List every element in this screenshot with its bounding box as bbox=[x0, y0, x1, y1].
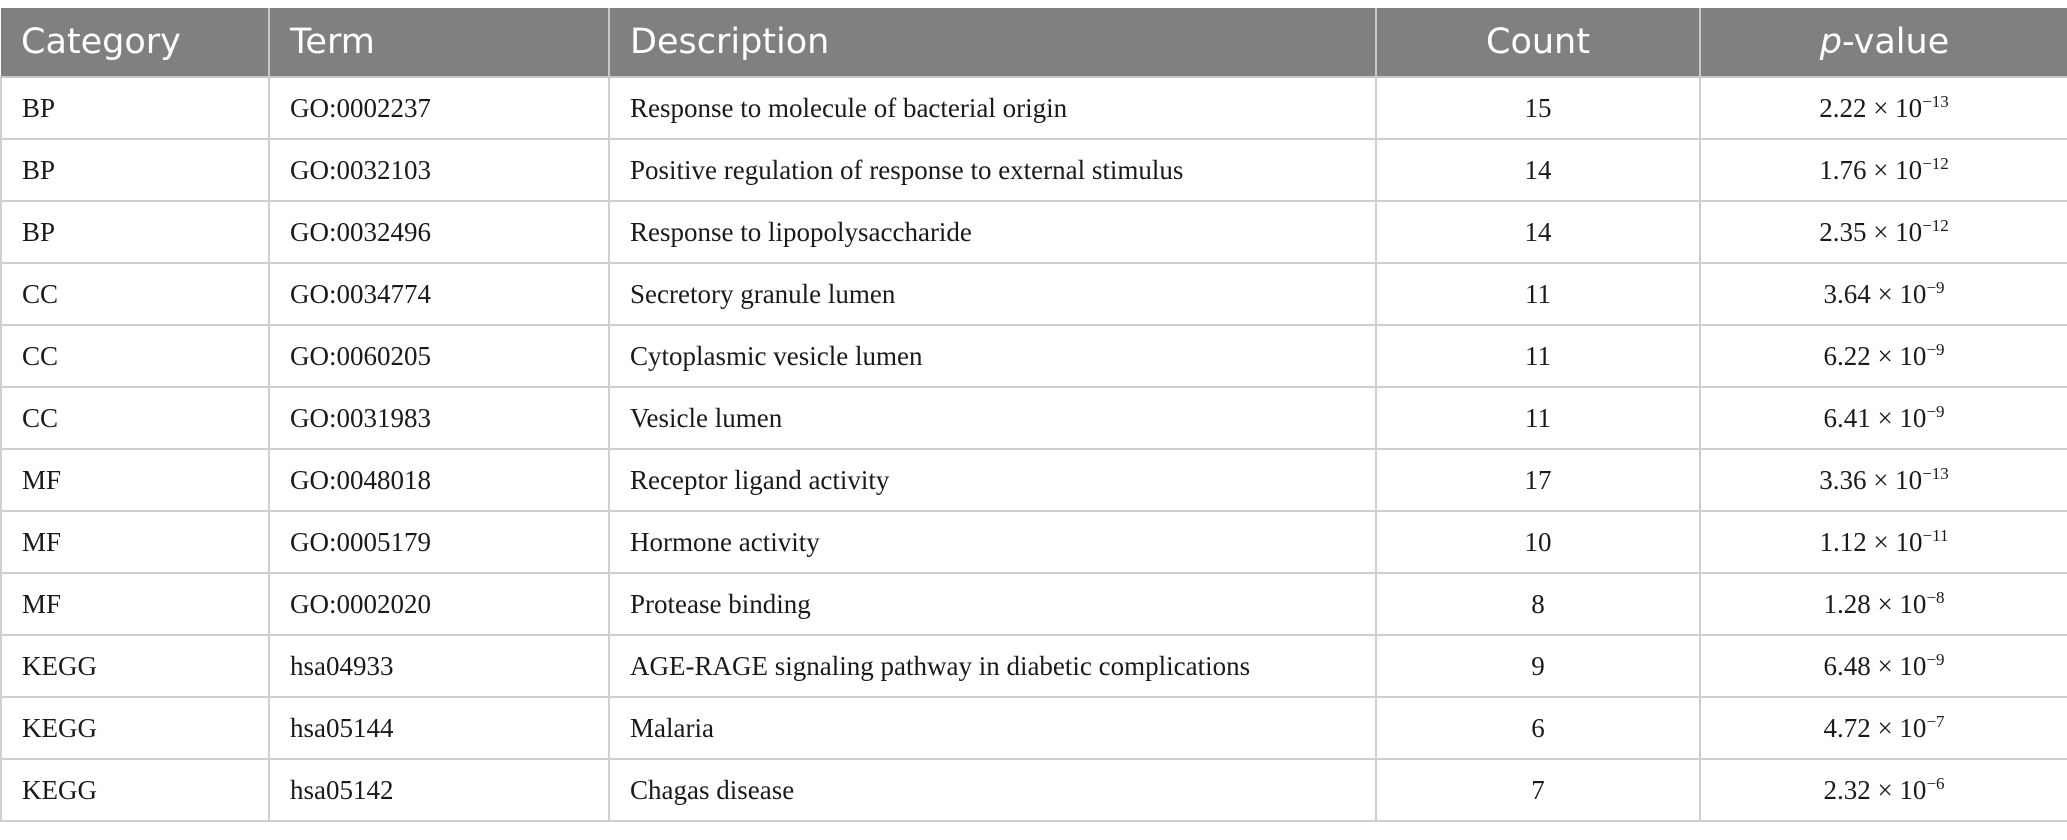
pvalue-mantissa: 3.64 × 10 bbox=[1823, 278, 1927, 309]
pvalue-mantissa: 2.35 × 10 bbox=[1819, 216, 1923, 247]
cell-description: Protease binding bbox=[609, 573, 1376, 635]
table-row bbox=[1, 139, 2067, 201]
cell-count: 11 bbox=[1376, 387, 1700, 449]
cell-category: MF bbox=[1, 511, 269, 573]
cell-category: MF bbox=[1, 449, 269, 511]
cell-count: 9 bbox=[1376, 635, 1700, 697]
cell-pvalue bbox=[1700, 697, 2067, 759]
cell-term: GO:0060205 bbox=[269, 325, 609, 387]
cell-description: AGE-RAGE signaling pathway in diabetic complications bbox=[609, 635, 1376, 697]
pvalue-exponent: −13 bbox=[1922, 91, 1949, 111]
enrichment-table-container bbox=[0, 8, 2067, 822]
cell-count: 11 bbox=[1376, 263, 1700, 325]
pvalue-exponent: −12 bbox=[1922, 215, 1949, 235]
cell-description: Cytoplasmic vesicle lumen bbox=[609, 325, 1376, 387]
header-term: Term bbox=[269, 8, 609, 77]
pvalue-exponent: −13 bbox=[1922, 463, 1949, 483]
cell-description: Chagas disease bbox=[609, 759, 1376, 821]
cell-pvalue bbox=[1700, 573, 2067, 635]
cell-count: 14 bbox=[1376, 201, 1700, 263]
pvalue-mantissa: 1.12 × 10 bbox=[1819, 526, 1923, 557]
cell-description: Response to molecule of bacterial origin bbox=[609, 77, 1376, 139]
cell-pvalue bbox=[1700, 325, 2067, 387]
cell-count: 11 bbox=[1376, 325, 1700, 387]
cell-pvalue bbox=[1700, 387, 2067, 449]
cell-term: GO:0032103 bbox=[269, 139, 609, 201]
table-row bbox=[1, 759, 2067, 821]
header-count: Count bbox=[1376, 8, 1700, 77]
cell-term: hsa04933 bbox=[269, 635, 609, 697]
pvalue-mantissa: 3.36 × 10 bbox=[1819, 464, 1923, 495]
pvalue-exponent: −7 bbox=[1926, 711, 1945, 731]
cell-count: 7 bbox=[1376, 759, 1700, 821]
cell-pvalue bbox=[1700, 139, 2067, 201]
cell-pvalue bbox=[1700, 759, 2067, 821]
cell-count: 8 bbox=[1376, 573, 1700, 635]
pvalue-mantissa: 6.48 × 10 bbox=[1823, 650, 1927, 681]
pvalue-exponent: −11 bbox=[1922, 525, 1949, 545]
cell-description: Receptor ligand activity bbox=[609, 449, 1376, 511]
header-row bbox=[1, 8, 2067, 77]
cell-count: 15 bbox=[1376, 77, 1700, 139]
table-header bbox=[1, 8, 2067, 77]
header-pvalue-italic: p bbox=[1819, 22, 1842, 62]
cell-pvalue bbox=[1700, 77, 2067, 139]
pvalue-exponent: −9 bbox=[1926, 401, 1945, 421]
pvalue-mantissa: 2.32 × 10 bbox=[1823, 774, 1927, 805]
pvalue-mantissa: 6.41 × 10 bbox=[1823, 402, 1927, 433]
cell-category: CC bbox=[1, 325, 269, 387]
cell-count: 6 bbox=[1376, 697, 1700, 759]
header-description: Description bbox=[609, 8, 1376, 77]
cell-category: KEGG bbox=[1, 759, 269, 821]
cell-pvalue bbox=[1700, 635, 2067, 697]
cell-term: GO:0034774 bbox=[269, 263, 609, 325]
pvalue-mantissa: 2.22 × 10 bbox=[1819, 92, 1923, 123]
cell-category: BP bbox=[1, 201, 269, 263]
cell-pvalue bbox=[1700, 449, 2067, 511]
cell-category: KEGG bbox=[1, 635, 269, 697]
cell-term: GO:0002020 bbox=[269, 573, 609, 635]
table-row bbox=[1, 263, 2067, 325]
cell-term: GO:0032496 bbox=[269, 201, 609, 263]
cell-pvalue bbox=[1700, 201, 2067, 263]
cell-term: GO:0005179 bbox=[269, 511, 609, 573]
table-row bbox=[1, 511, 2067, 573]
cell-count: 14 bbox=[1376, 139, 1700, 201]
cell-category: CC bbox=[1, 263, 269, 325]
cell-term: GO:0048018 bbox=[269, 449, 609, 511]
pvalue-exponent: −12 bbox=[1922, 153, 1949, 173]
table-row bbox=[1, 201, 2067, 263]
cell-category: BP bbox=[1, 77, 269, 139]
cell-category: CC bbox=[1, 387, 269, 449]
table-row bbox=[1, 449, 2067, 511]
table-row bbox=[1, 77, 2067, 139]
cell-term: GO:0031983 bbox=[269, 387, 609, 449]
cell-pvalue bbox=[1700, 511, 2067, 573]
cell-category: BP bbox=[1, 139, 269, 201]
cell-description: Secretory granule lumen bbox=[609, 263, 1376, 325]
pvalue-mantissa: 4.72 × 10 bbox=[1823, 712, 1927, 743]
pvalue-exponent: −8 bbox=[1926, 587, 1945, 607]
cell-term: hsa05142 bbox=[269, 759, 609, 821]
header-pvalue-rest: -value bbox=[1841, 22, 1950, 62]
pvalue-mantissa: 6.22 × 10 bbox=[1823, 340, 1927, 371]
cell-count: 17 bbox=[1376, 449, 1700, 511]
pvalue-exponent: −9 bbox=[1926, 277, 1945, 297]
enrichment-table bbox=[0, 8, 2067, 822]
pvalue-exponent: −6 bbox=[1926, 773, 1945, 793]
cell-pvalue bbox=[1700, 263, 2067, 325]
cell-term: GO:0002237 bbox=[269, 77, 609, 139]
table-row bbox=[1, 325, 2067, 387]
pvalue-exponent: −9 bbox=[1926, 649, 1945, 669]
pvalue-exponent: −9 bbox=[1926, 339, 1945, 359]
table-row bbox=[1, 697, 2067, 759]
table-body bbox=[1, 77, 2067, 821]
pvalue-mantissa: 1.76 × 10 bbox=[1819, 154, 1923, 185]
header-pvalue bbox=[1700, 8, 2067, 77]
cell-description: Vesicle lumen bbox=[609, 387, 1376, 449]
cell-description: Positive regulation of response to external stimulus bbox=[609, 139, 1376, 201]
cell-category: KEGG bbox=[1, 697, 269, 759]
cell-description: Malaria bbox=[609, 697, 1376, 759]
pvalue-mantissa: 1.28 × 10 bbox=[1823, 588, 1927, 619]
cell-description: Hormone activity bbox=[609, 511, 1376, 573]
header-category: Category bbox=[1, 8, 269, 77]
table-row bbox=[1, 573, 2067, 635]
cell-count: 10 bbox=[1376, 511, 1700, 573]
table-row bbox=[1, 387, 2067, 449]
cell-category: MF bbox=[1, 573, 269, 635]
cell-term: hsa05144 bbox=[269, 697, 609, 759]
cell-description: Response to lipopolysaccharide bbox=[609, 201, 1376, 263]
table-row bbox=[1, 635, 2067, 697]
